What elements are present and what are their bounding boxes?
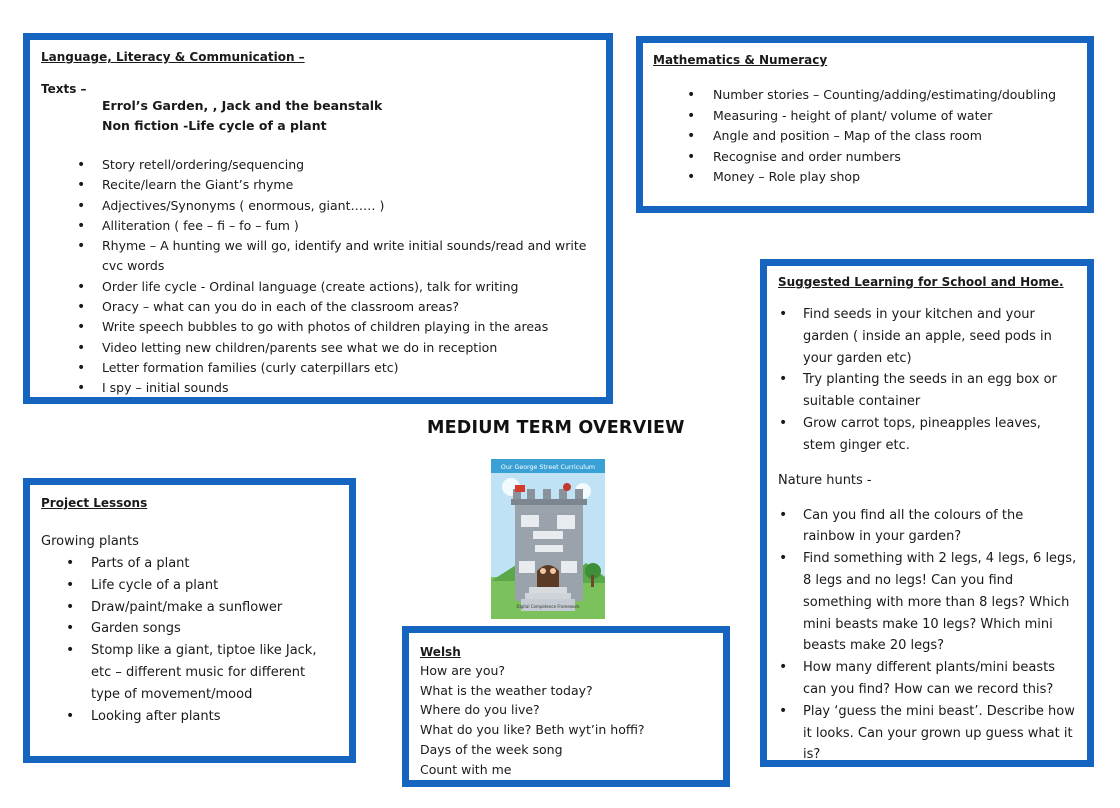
list-item: • Grow carrot tops, pineapples leaves, stem ginger etc. bbox=[803, 413, 1077, 457]
welsh-line: Where do you live? bbox=[420, 702, 540, 718]
welsh-line: Days of the week song bbox=[420, 741, 563, 757]
list-item: • Can you find all the colours of the rainbow in your garden? bbox=[803, 505, 1077, 549]
project-lessons-box bbox=[23, 478, 356, 763]
welsh-line: What do you like? Beth wyt’in hoffi? bbox=[420, 722, 645, 738]
suggested-learning-box bbox=[760, 259, 1094, 767]
welsh-line: Count with me bbox=[420, 761, 512, 777]
list-item: • Recognise and order numbers bbox=[713, 147, 1087, 168]
list-item: • Looking after plants bbox=[91, 706, 331, 728]
maths-list bbox=[713, 85, 1087, 188]
list-item: • Parts of a plant bbox=[91, 553, 331, 575]
welsh-line: What is the weather today? bbox=[420, 682, 593, 698]
list-item: • Find seeds in your kitchen and your garden ( inside an apple, seed pods in your garden etc) bbox=[803, 304, 1077, 369]
list-item: • Angle and position – Map of the class room bbox=[713, 126, 1087, 147]
list-item: • Try planting the seeds in an egg box or suitable container bbox=[803, 369, 1077, 413]
list-item: • Recite/learn the Giant’s rhyme bbox=[102, 175, 606, 195]
poster-title: Our George Street Curriculum bbox=[500, 464, 596, 471]
list-item: • Measuring - height of plant/ volume of water bbox=[713, 106, 1087, 127]
suggested-list bbox=[803, 304, 1077, 457]
list-item: • Find something with 2 legs, 4 legs, 6 legs, 8 legs and no legs! Can you find something with more than 8 legs? Which mini beasts make 10 legs? Which mini beasts make 20 legs? bbox=[803, 548, 1077, 657]
welsh-heading: Welsh bbox=[420, 645, 461, 659]
nature-hunts-list bbox=[803, 505, 1077, 767]
suggested-heading: Suggested Learning for School and Home. bbox=[778, 275, 1064, 289]
language-heading: Language, Literacy & Communication – bbox=[41, 50, 305, 64]
list-item: • Order life cycle - Ordinal language (create actions), talk for writing bbox=[102, 277, 606, 297]
list-item: • Garden songs bbox=[91, 618, 331, 640]
list-item: • Number stories – Counting/adding/estimating/doubling bbox=[713, 85, 1087, 106]
project-subheading: Growing plants bbox=[41, 534, 139, 549]
mathematics-box bbox=[636, 36, 1094, 213]
list-item: • How many different plants/mini beasts can you find? How can we record this? bbox=[803, 657, 1077, 701]
nature-hunts-label: Nature hunts - bbox=[778, 472, 872, 488]
curriculum-poster bbox=[491, 459, 605, 619]
welsh-line: How are you? bbox=[420, 663, 506, 678]
poster-footer: Digital Competence Framework bbox=[516, 604, 580, 609]
maths-heading: Mathematics & Numeracy bbox=[653, 53, 828, 67]
welsh-box bbox=[402, 626, 730, 787]
text-title: Errol’s Garden, , Jack and the beanstalk bbox=[102, 98, 383, 113]
texts-label: Texts – bbox=[41, 82, 87, 96]
list-item: • Rhyme – A hunting we will go, identify and write initial sounds/read and write cvc words bbox=[102, 236, 606, 277]
list-item: • Write speech bubbles to go with photos of children playing in the areas bbox=[102, 317, 606, 337]
list-item: • Adjectives/Synonyms ( enormous, giant…… ) bbox=[102, 196, 606, 216]
project-list bbox=[91, 553, 331, 727]
language-list bbox=[102, 155, 606, 399]
list-item: • Video letting new children/parents see what we do in reception bbox=[102, 338, 606, 358]
text-title: Non fiction -Life cycle of a plant bbox=[102, 118, 327, 133]
list-item: • Draw/paint/make a sunflower bbox=[91, 597, 331, 619]
language-literacy-box bbox=[23, 33, 613, 404]
list-item: • Play ‘guess the mini beast’. Describe how it looks. Can your grown up guess what it is? bbox=[803, 701, 1077, 766]
page-title: MEDIUM TERM OVERVIEW bbox=[427, 418, 685, 438]
list-item: • Stomp like a giant, tiptoe like Jack, etc – different music for different type of movement/mood bbox=[91, 640, 331, 705]
list-item: • I spy – initial sounds bbox=[102, 378, 606, 398]
project-heading: Project Lessons bbox=[41, 496, 148, 510]
list-item: • Letter formation families (curly caterpillars etc) bbox=[102, 358, 606, 378]
list-item: • Oracy – what can you do in each of the classroom areas? bbox=[102, 297, 606, 317]
list-item: • Money – Role play shop bbox=[713, 167, 1087, 188]
list-item: • Life cycle of a plant bbox=[91, 575, 331, 597]
list-item: • Alliteration ( fee – fi – fo – fum ) bbox=[102, 216, 606, 236]
list-item: • Story retell/ordering/sequencing bbox=[102, 155, 606, 175]
